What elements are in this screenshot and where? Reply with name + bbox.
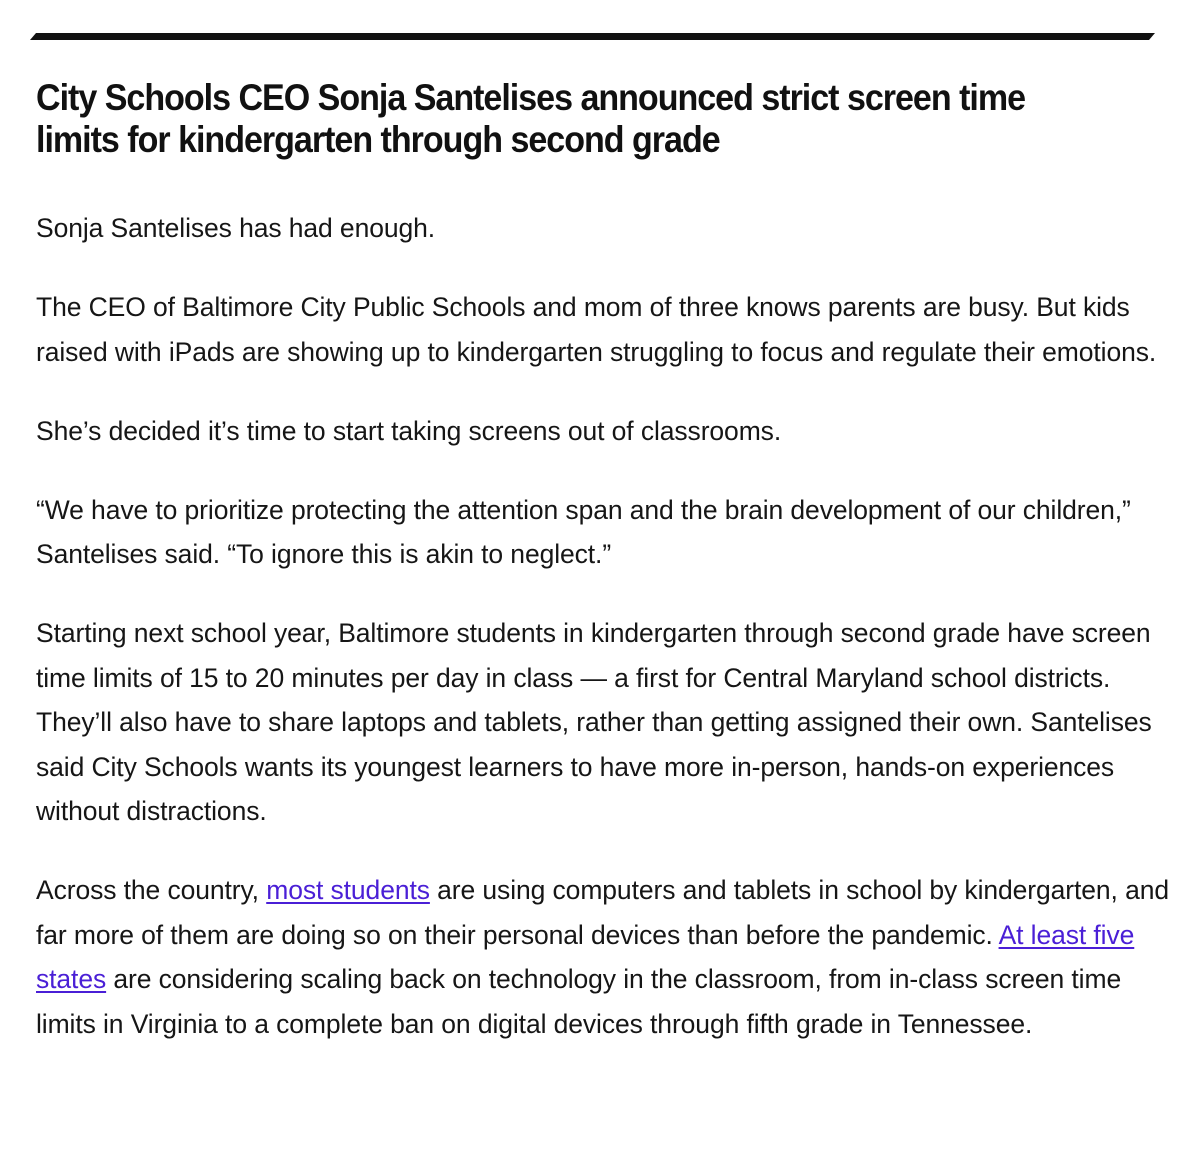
top-divider xyxy=(30,33,1155,40)
paragraph-6 xyxy=(36,868,1176,1046)
paragraph-3: She’s decided it’s time to start taking screens out of classrooms. xyxy=(36,415,782,446)
paragraph-4: “We have to prioritize protecting the attention span and the brain development of our children,” Santelises said. “To ignore this is akin to neglect.” xyxy=(36,494,1131,569)
paragraph-2: The CEO of Baltimore City Public Schools and mom of three knows parents are busy. But kids raised with iPads are showing up to kindergarten struggling to focus and regulate their emotions. xyxy=(36,292,1157,367)
article-body xyxy=(36,206,1176,1081)
paragraph-6-text-1: Across the country, xyxy=(36,875,267,905)
paragraph-1: Sonja Santelises has had enough. xyxy=(36,213,436,243)
paragraph-5: Starting next school year, Baltimore students in kindergarten through second grade have screen time limits of 15 to 20 minutes per day in class — a first for Central Maryland school districts. They’ll also have to share laptops and tablets, rather than getting assigned their own. Santelises said City Schools wants its youngest learners to have more in-person, hands-on experiences without distractions. xyxy=(36,618,1152,826)
article-headline: City Schools CEO Sonja Santelises announced strict screen time limits for kindergarten through second grade xyxy=(36,77,1026,160)
paragraph-6-text-2: are using computers and tablets in school by kindergarten, and far more of them are doing so on their personal devices than before the pandemic. xyxy=(36,875,1169,950)
most-students-link[interactable]: most students xyxy=(266,875,430,905)
paragraph-6-text-3: are considering scaling back on technology in the classroom, from in-class screen time limits in Virginia to a complete ban on digital devices through fifth grade in Tennessee. xyxy=(36,964,1122,1039)
at-least-five-states-link[interactable]: At least five states xyxy=(36,919,1135,994)
